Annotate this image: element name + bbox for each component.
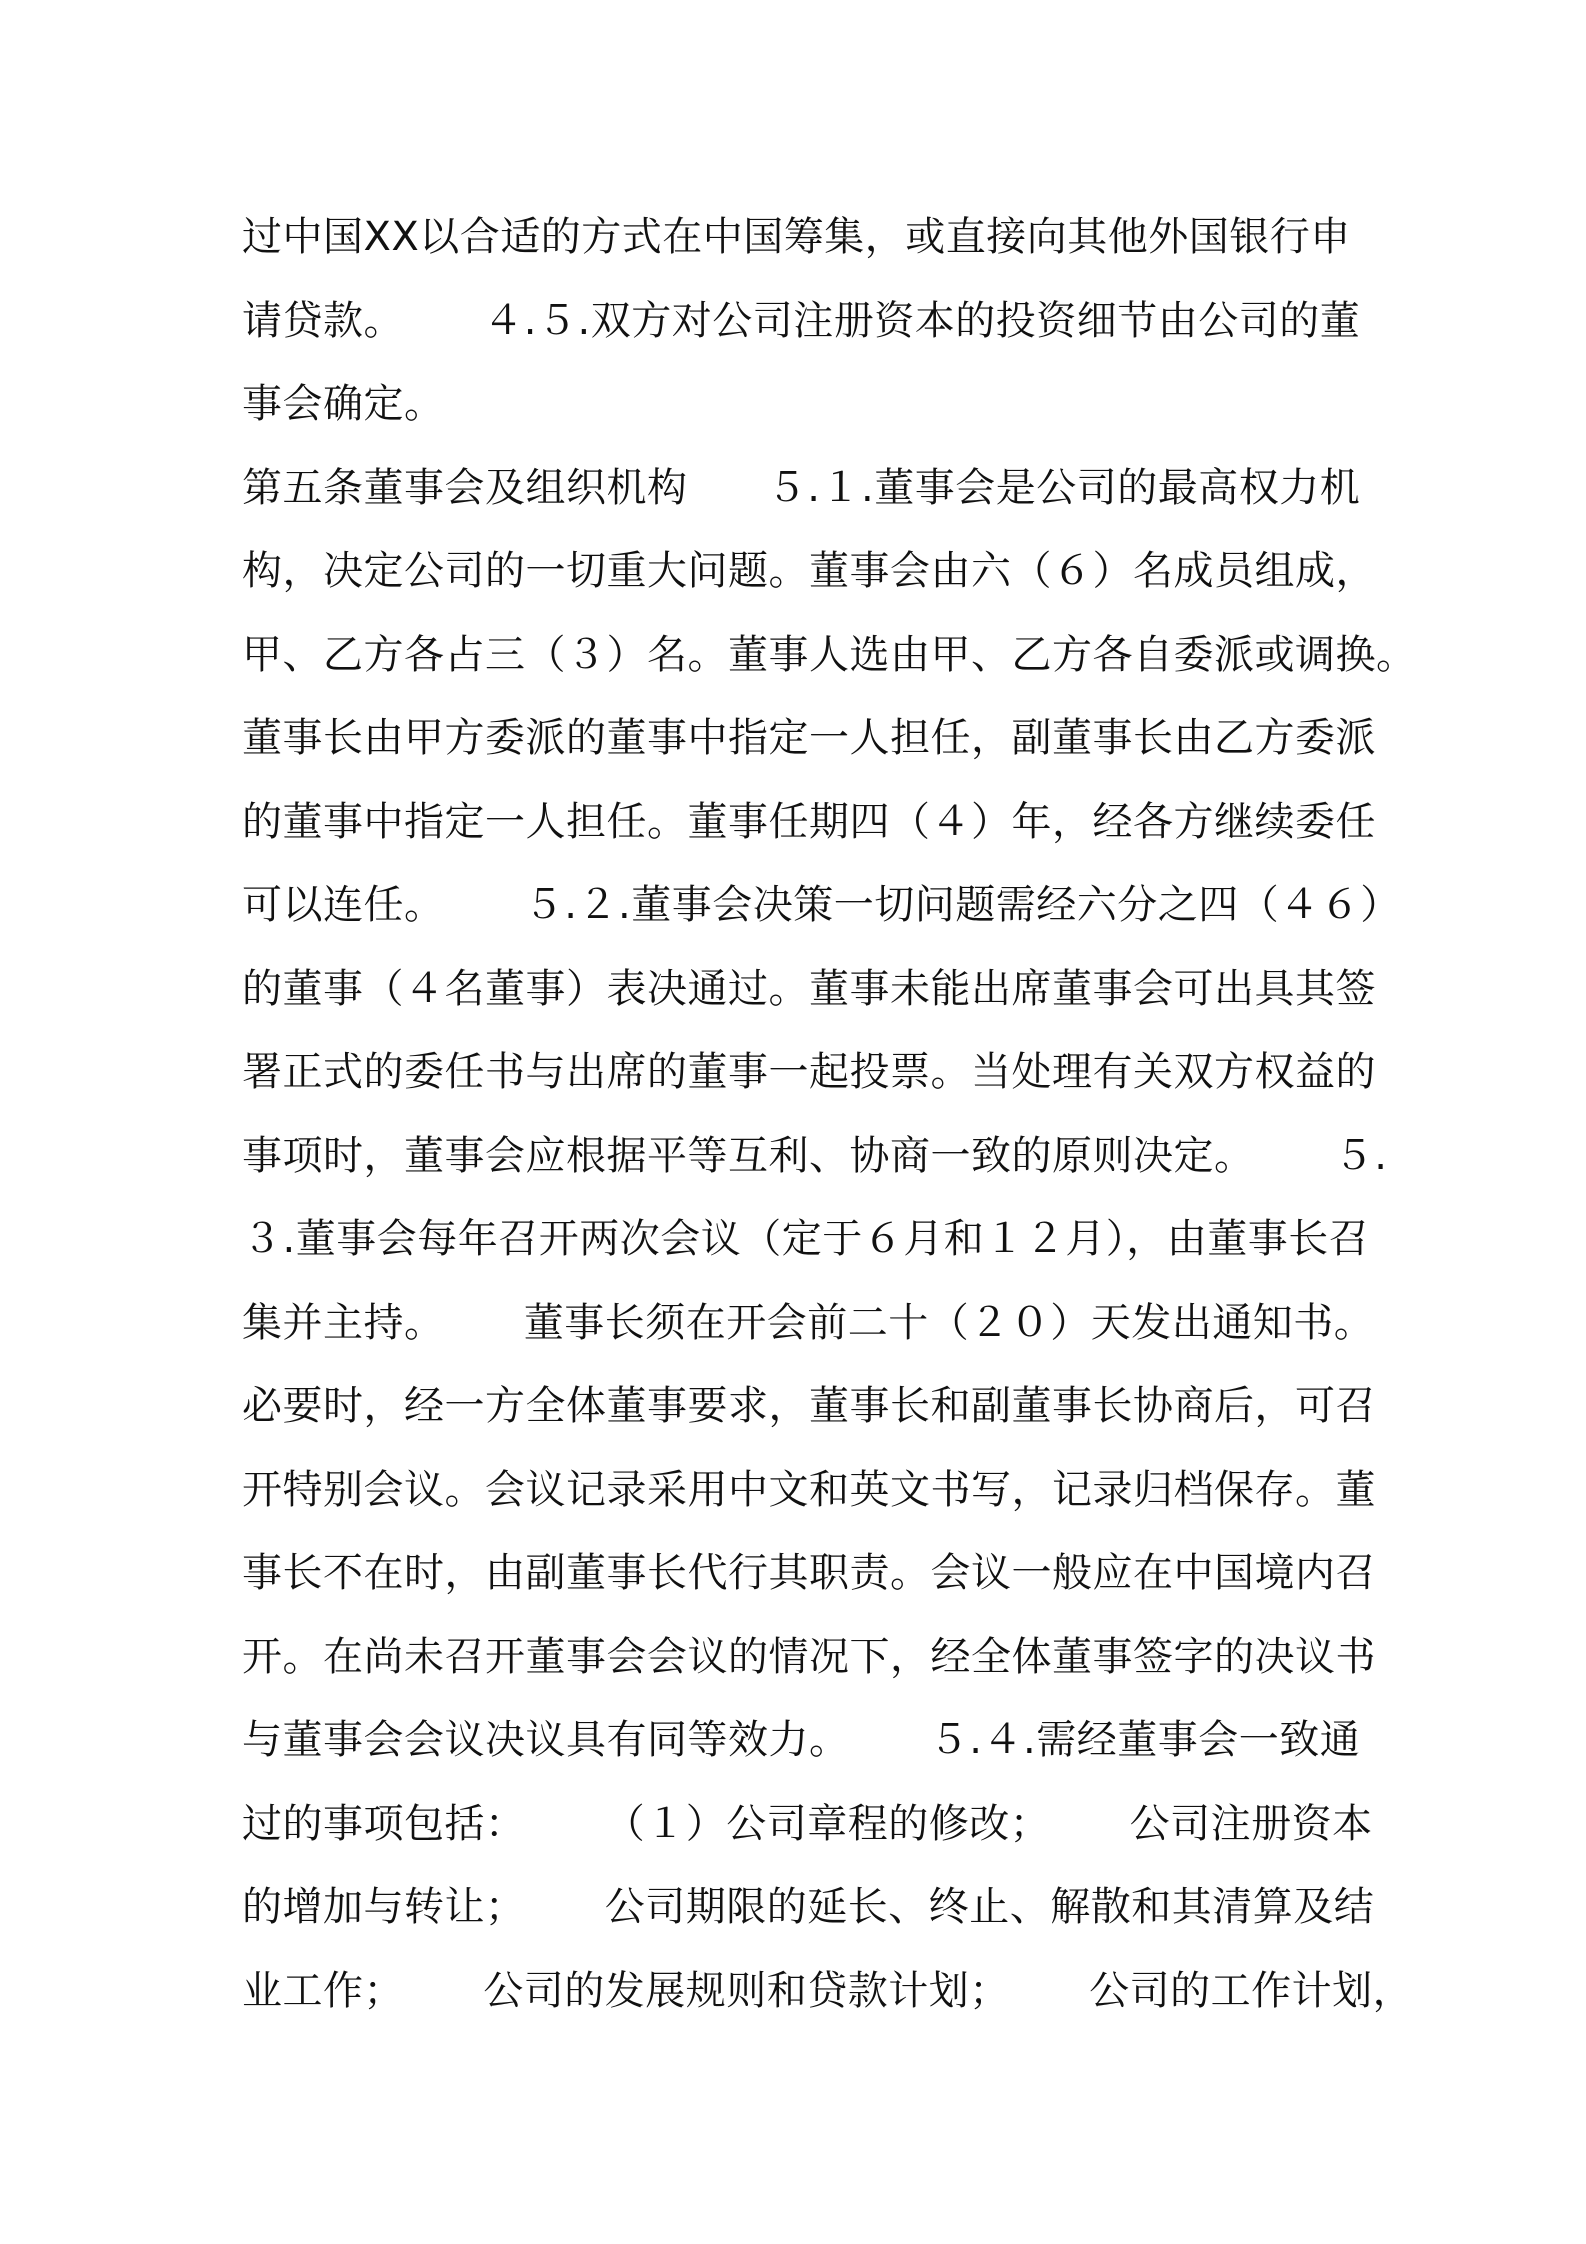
text-line: 过的事项包括： （１）公司章程的修改； 公司注册资本	[242, 1800, 1373, 1847]
text-line: 构，决定公司的一切重大问题。董事会由六（６）名成员组成，	[242, 548, 1376, 594]
text-line: 董事长由甲方委派的董事中指定一人担任，副董事长由乙方委派	[242, 715, 1376, 761]
text-line: 与董事会会议决议具有同等效力。 ５.４.需经董事会一致通	[242, 1717, 1361, 1763]
text-line: 事会确定。	[242, 381, 445, 427]
text-line: 必要时，经一方全体董事要求，董事长和副董事长协商后，可召	[242, 1383, 1376, 1429]
text-line: 可以连任。 ５.２.董事会决策一切问题需经六分之四（４６）	[242, 882, 1401, 928]
text-line: 过中国XX以合适的方式在中国筹集，或直接向其他外国银行申	[242, 214, 1351, 260]
text-line: 事项时，董事会应根据平等互利、协商一致的原则决定。 ５.	[242, 1132, 1388, 1179]
text-line: 的增加与转让； 公司期限的延长、终止、解散和其清算及结	[242, 1884, 1375, 1930]
text-line: 甲、乙方各占三（３）名。董事人选由甲、乙方各自委派或调换。	[242, 631, 1417, 678]
text-line: 的董事（４名董事）表决通过。董事未能出席董事会可出具其签	[242, 965, 1376, 1012]
text-line: 请贷款。 ４.５.双方对公司注册资本的投资细节由公司的董	[242, 297, 1361, 344]
text-line: 署正式的委任书与出席的董事一起投票。当处理有关双方权益的	[242, 1049, 1376, 1095]
text-line: 开特别会议。会议记录采用中文和英文书写，记录归档保存。董	[242, 1466, 1376, 1513]
text-line: 开。在尚未召开董事会会议的情况下，经全体董事签字的决议书	[242, 1633, 1376, 1680]
text-line: 第五条董事会及组织机构 ５.１.董事会是公司的最高权力机	[242, 464, 1361, 511]
body-text	[242, 196, 1417, 2033]
text-line: ３.董事会每年召开两次会议（定于６月和１２月），由董事长召	[242, 1216, 1370, 1262]
text-line: 集并主持。 董事长须在开会前二十（２０）天发出通知书。	[242, 1299, 1375, 1346]
text-line: 的董事中指定一人担任。董事任期四（４）年，经各方继续委任	[242, 798, 1376, 845]
text-line: 业工作； 公司的发展规则和贷款计划； 公司的工作计划，	[242, 1967, 1414, 2014]
text-line: 事长不在时，由副董事长代行其职责。会议一般应在中国境内召	[242, 1550, 1376, 1596]
